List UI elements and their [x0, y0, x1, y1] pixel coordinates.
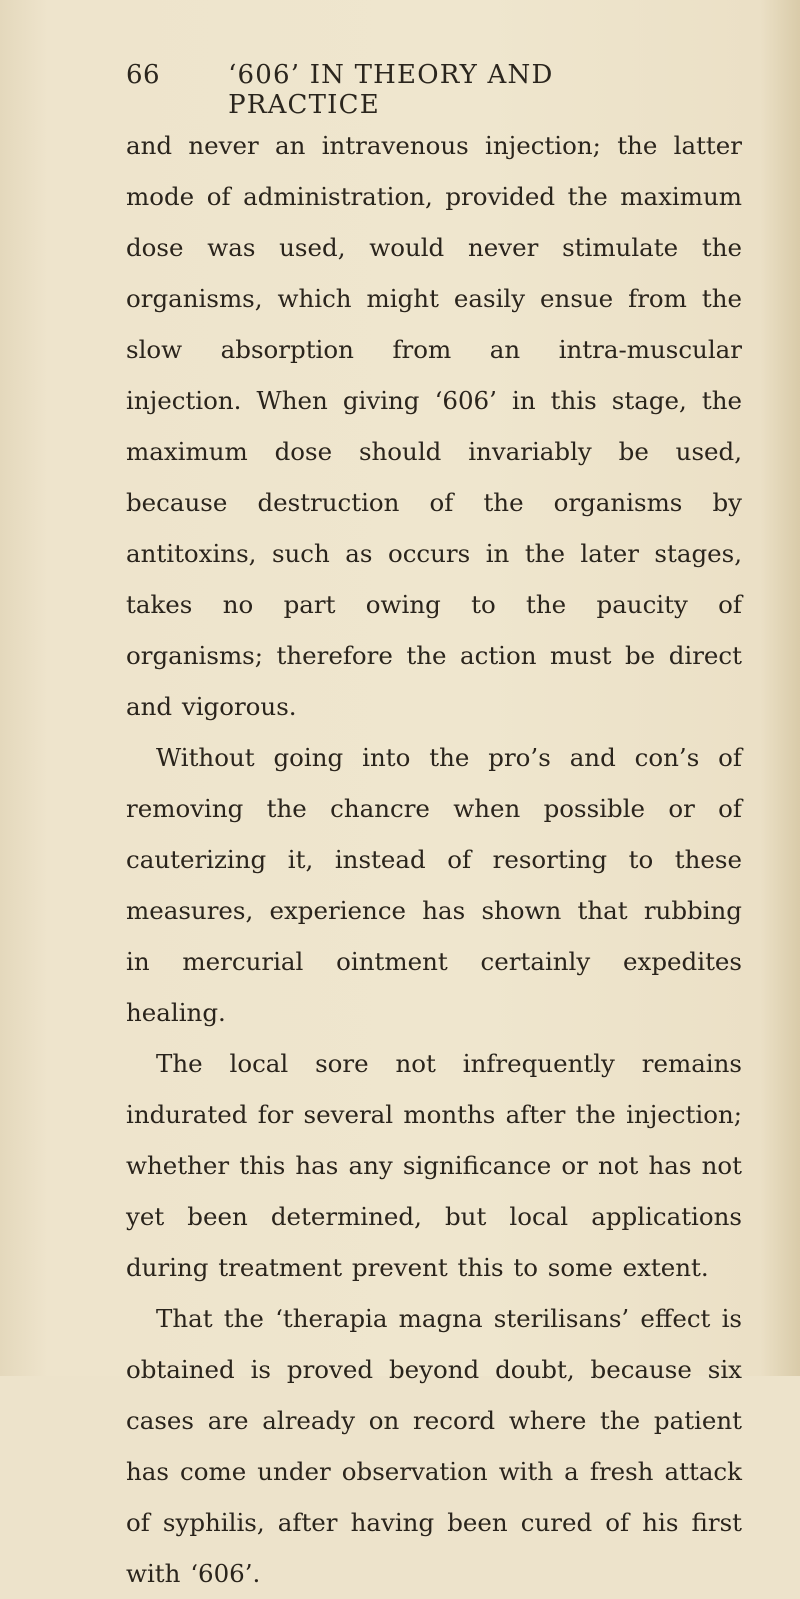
paragraph-chancre-removal: Without going into the pro’s and con’s of removing the chancre when possible or of cauterizing it, instead of resorting to these measures, experience has shown that rubbing in mercurial ointment certainly expedites healing. — [126, 743, 742, 1027]
body-text — [126, 120, 742, 1599]
running-header — [126, 60, 686, 120]
page-number: 66 — [126, 60, 161, 90]
running-title: ‘606’ IN THEORY AND PRACTICE — [228, 60, 554, 120]
paragraph-local-sore: The local sore not infrequently remains indurated for several months after the injection; whether this has any significance or not has not yet been determined, but local applications during treatment prevent this to some extent. — [126, 1049, 742, 1282]
paragraph-therapia-magna: That the ‘therapia magna sterilisans’ effect is obtained is proved beyond doubt, because six cases are already on record where the patient has come under observation with a fresh attack of syphilis, after having been cured of his first with ‘606’. — [126, 1304, 742, 1588]
paragraph-continuation: and never an intravenous injection; the latter mode of administration, provided the maximum dose was used, would never stimulate the organisms, which might easily ensue from the slow absorption from an intra-muscular injection. When giving ‘606’ in this stage, the maximum dose should invariably be used, because destruction of the organisms by antitoxins, such as occurs in the later stages, takes no part owing to the paucity of organisms; therefore the action must be direct and vigorous. — [126, 131, 742, 721]
